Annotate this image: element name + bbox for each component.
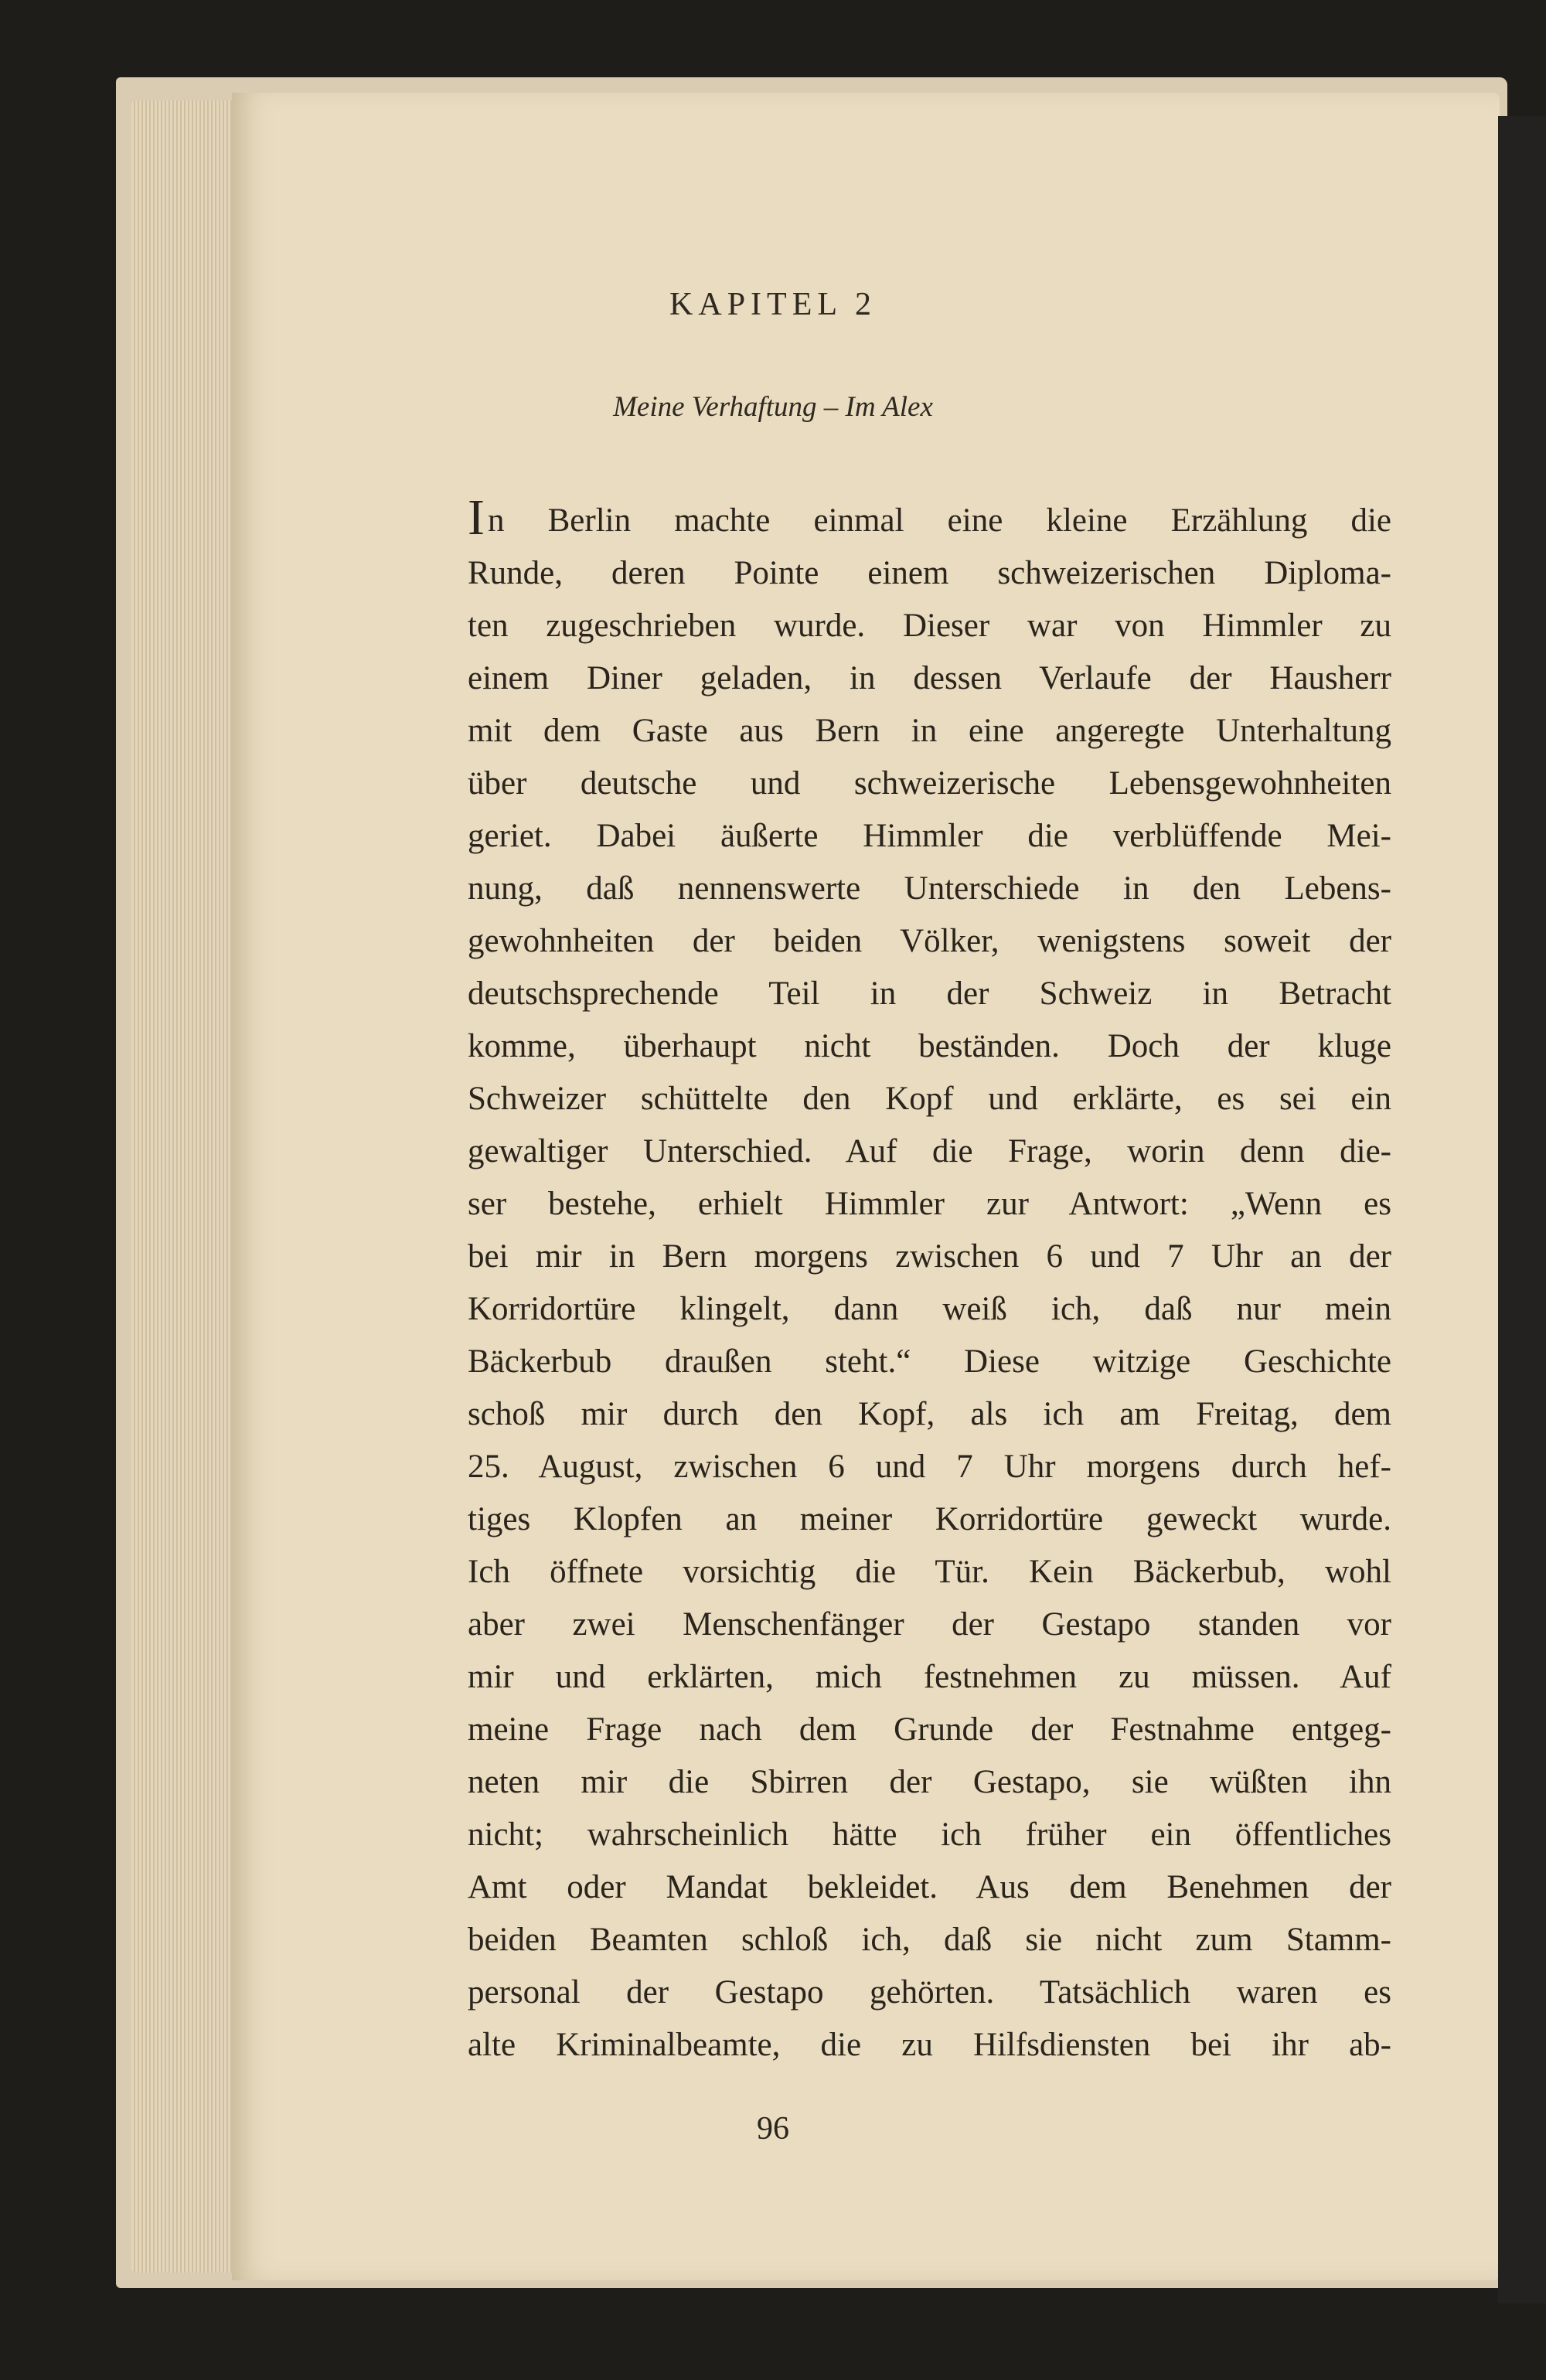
- text-line: Bäckerbub draußen steht.“ Diese witzige Geschichte: [468, 1343, 1391, 1380]
- text-line: Schweizer schüttelte den Kopf und erklärte, es sei ein: [468, 1081, 1391, 1117]
- text-line: geriet. Dabei äußerte Himmler die verblüffende Mei-: [468, 818, 1391, 854]
- chapter-subtitle: Meine Verhaftung – Im Alex: [613, 391, 933, 423]
- text-line: [468, 489, 1391, 547]
- text-line: aber zwei Menschenfänger der Gestapo standen vor: [468, 1606, 1391, 1643]
- text-line: mir und erklärten, mich festnehmen zu müssen. Auf: [468, 1659, 1391, 1695]
- text-line: Runde, deren Pointe einem schweizerischen Diploma-: [468, 555, 1391, 591]
- text-line: neten mir die Sbirren der Gestapo, sie wüßten ihn: [468, 1764, 1391, 1800]
- text-line: ser bestehe, erhielt Himmler zur Antwort: „Wenn es: [468, 1186, 1391, 1222]
- text-line: nicht; wahrscheinlich hätte ich früher ein öffentliches: [468, 1816, 1391, 1853]
- text-line: Ich öffnete vorsichtig die Tür. Kein Bäckerbub, wohl: [468, 1554, 1391, 1590]
- text-line: 25. August, zwischen 6 und 7 Uhr morgens durch hef-: [468, 1449, 1391, 1485]
- text-line: personal der Gestapo gehörten. Tatsächlich waren es: [468, 1974, 1391, 2011]
- text-line: Amt oder Mandat bekleidet. Aus dem Benehmen der: [468, 1869, 1391, 1905]
- book-cover-edge: [1498, 116, 1546, 2303]
- text-line: mit dem Gaste aus Bern in eine angeregte Unterhaltung: [468, 713, 1391, 749]
- drop-cap: I: [468, 489, 485, 546]
- page-edges: [131, 100, 247, 2273]
- text-line: nung, daß nennenswerte Unterschiede in den Lebens-: [468, 870, 1391, 907]
- text-line: meine Frage nach dem Grunde der Festnahme entgeg-: [468, 1711, 1391, 1748]
- text-line: alte Kriminalbeamte, die zu Hilfsdiensten bei ihr ab-: [468, 2027, 1391, 2063]
- text-line: beiden Beamten schloß ich, daß sie nicht zum Stamm-: [468, 1922, 1391, 1958]
- chapter-heading: KAPITEL 2: [669, 287, 877, 322]
- text-line: ten zugeschrieben wurde. Dieser war von Himmler zu: [468, 608, 1391, 644]
- text-line: komme, überhaupt nicht beständen. Doch der kluge: [468, 1028, 1391, 1064]
- text-line: Korridortüre klingelt, dann weiß ich, daß nur mein: [468, 1291, 1391, 1327]
- text-line: gewaltiger Unterschied. Auf die Frage, worin denn die-: [468, 1133, 1391, 1170]
- text-line: schoß mir durch den Kopf, als ich am Freitag, dem: [468, 1396, 1391, 1432]
- page-number: 96: [757, 2111, 789, 2147]
- text-line: deutschsprechende Teil in der Schweiz in Betracht: [468, 975, 1391, 1012]
- text-line: über deutsche und schweizerische Lebensgewohnheiten: [468, 765, 1391, 802]
- text-line: einem Diner geladen, in dessen Verlaufe der Hausherr: [468, 660, 1391, 696]
- text-line: bei mir in Bern morgens zwischen 6 und 7 Uhr an der: [468, 1238, 1391, 1275]
- body-text: [468, 489, 1391, 2072]
- text-line: gewohnheiten der beiden Völker, wenigstens soweit der: [468, 923, 1391, 959]
- first-line-text: n Berlin machte einmal eine kleine Erzählung die: [487, 502, 1391, 539]
- text-line: tiges Klopfen an meiner Korridortüre geweckt wurde.: [468, 1501, 1391, 1537]
